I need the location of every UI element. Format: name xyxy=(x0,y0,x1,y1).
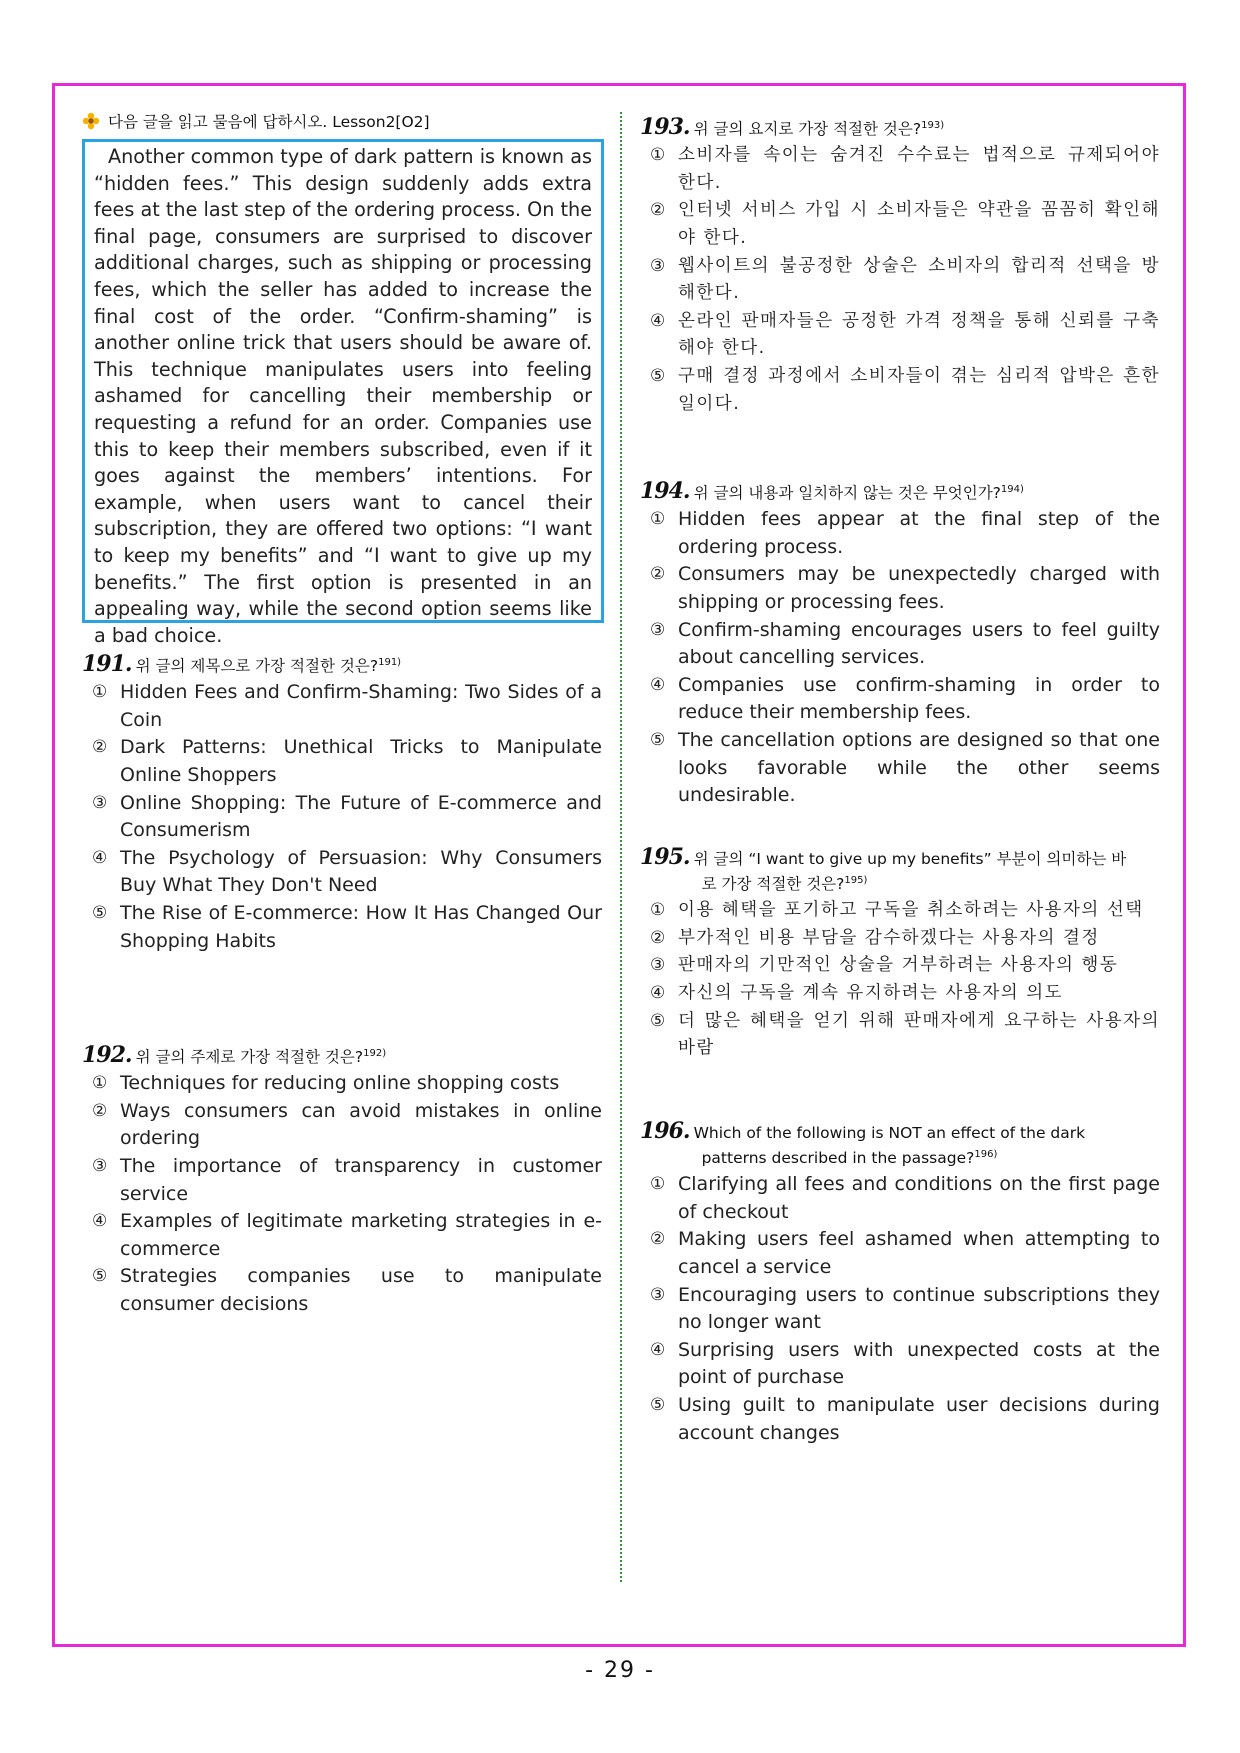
option-2[interactable]: ② Dark Patterns: Unethical Tricks to Manipulate Online Shoppers xyxy=(92,736,602,786)
option-5[interactable]: ⑤ Strategies companies use to manipulate consumer decisions xyxy=(92,1265,602,1315)
option-1[interactable]: ① 소비자를 속이는 숨겨진 수수료는 법적으로 규제되어야 한다. xyxy=(650,145,1160,193)
question-header xyxy=(640,479,1160,504)
option-5[interactable]: ⑤ The Rise of E-commerce: How It Has Changed Our Shopping Habits xyxy=(92,901,602,952)
option-4[interactable]: ④ Examples of legitimate marketing strategies in e-commerce xyxy=(92,1210,602,1260)
option-1[interactable]: ① Techniques for reducing online shopping costs xyxy=(92,1072,560,1095)
option-list xyxy=(640,506,1160,810)
flower-icon xyxy=(82,112,100,130)
option-list xyxy=(640,1171,1160,1447)
question-192 xyxy=(82,1043,602,1319)
option-3[interactable]: ③ 판매자의 기만적인 상술을 거부하려는 사용자의 행동 xyxy=(650,955,1119,976)
column-divider xyxy=(620,112,622,1582)
question-191 xyxy=(82,652,602,955)
question-number: 192. xyxy=(82,1042,132,1069)
passage-text: Another common type of dark pattern is known as “hidden fees.” This design suddenly adds extra fees at the last step of the ordering process. On the final page, consumers are surprised to discover additional charges, such as shipping or processing fees, which the seller has added to increase the final cost of the order. “Confirm-shaming” is another online trick that users should be aware of. This technique manipulates users into feeling ashamed for cancelling their membership or requesting a refund for an order. Companies use this to keep their members subscribed, even if it goes against the members’ intentions. For example, when users want to cancel their subscription, they are offered two options: “I want to keep my benefits” and “I want to give up my benefits.” The first option is presented in an appealing way, while the second option seems like a bad choice. xyxy=(94,145,592,647)
footnote-ref: 191) xyxy=(378,657,402,668)
question-header xyxy=(640,115,1160,140)
option-1[interactable]: ① Hidden fees appear at the final step of the ordering process. xyxy=(650,508,1160,558)
question-prompt: 위 글의 요지로 가장 적절한 것은?$^{193)}$ xyxy=(693,120,945,139)
option-3[interactable]: ③ The importance of transparency in customer service xyxy=(92,1154,602,1205)
question-196 xyxy=(640,1120,1160,1447)
question-prompt: 위 글의 내용과 일치하지 않는 것은 무엇인가?$^{194)}$ xyxy=(693,484,1024,503)
option-2[interactable]: ② Consumers may be unexpectedly charged with shipping or processing fees. xyxy=(650,563,1160,613)
option-1[interactable]: ① 이용 혜택을 포기하고 구독을 취소하려는 사용자의 선택 xyxy=(650,900,1144,921)
option-3[interactable]: ③ Online Shopping: The Future of E-commerce and Consumerism xyxy=(92,791,602,842)
option-1[interactable]: ① Hidden Fees and Confirm-Shaming: Two Sides of a Coin xyxy=(92,681,602,731)
option-5[interactable]: ⑤ 구매 결정 과정에서 소비자들이 겪는 심리적 압박은 흔한 일이다. xyxy=(650,365,1160,414)
option-list xyxy=(82,1070,602,1318)
option-2[interactable]: ② Ways consumers can avoid mistakes in online ordering xyxy=(92,1099,602,1150)
option-list xyxy=(82,679,602,955)
footnote-ref: 194) xyxy=(1000,484,1024,495)
question-number: 191. xyxy=(82,651,132,678)
footnote-ref: 193) xyxy=(921,120,945,131)
passage-box xyxy=(82,139,604,647)
option-4[interactable]: ④ The Psychology of Persuasion: Why Consumers Buy What They Don't Need xyxy=(92,846,602,897)
option-list xyxy=(640,142,1160,418)
option-5[interactable]: ⑤ 더 많은 혜택을 얻기 위해 판매자에게 요구하는 사용자의 바람 xyxy=(650,1010,1160,1059)
option-4[interactable]: ④ Companies use confirm-shaming in order to reduce their membership fees. xyxy=(650,673,1160,724)
instruction xyxy=(82,110,430,132)
option-3[interactable]: ③ Confirm-shaming encourages users to feel guilty about cancelling services. xyxy=(650,618,1160,669)
question-header xyxy=(82,652,602,677)
question-number: 195. xyxy=(640,844,690,870)
question-195 xyxy=(640,846,1160,1063)
option-4[interactable]: ④ 온라인 판매자들은 공정한 가격 정책을 통해 신뢰를 구축해야 한다. xyxy=(650,310,1160,359)
question-prompt: 위 글의 주제로 가장 적절한 것은?$^{192)}$ xyxy=(135,1048,387,1067)
question-prompt: 위 글의 제목으로 가장 적절한 것은?$^{191)}$ xyxy=(135,657,402,676)
footnote-ref: 195) xyxy=(844,875,868,886)
option-list xyxy=(640,897,1160,1063)
question-header xyxy=(82,1043,602,1068)
option-2[interactable]: ② 부가적인 비용 부담을 감수하겠다는 사용자의 결정 xyxy=(650,927,1100,948)
question-number: 196. xyxy=(640,1118,690,1144)
question-number: 194. xyxy=(640,478,690,505)
option-5[interactable]: ⑤ The cancellation options are designed so that one looks favorable while the other seems undesirable. xyxy=(650,728,1160,807)
option-1[interactable]: ① Clarifying all fees and conditions on the first page of checkout xyxy=(650,1173,1160,1223)
question-prompt: Which of the following is NOT an effect of the dark patterns described in the passage?$^{196)}$ xyxy=(693,1124,1086,1168)
option-2[interactable]: ② Making users feel ashamed when attempting to cancel a service xyxy=(650,1228,1160,1278)
option-3[interactable]: ③ Encouraging users to continue subscriptions they no longer want xyxy=(650,1283,1160,1334)
option-4[interactable]: ④ Surprising users with unexpected costs at the point of purchase xyxy=(650,1338,1160,1389)
option-2[interactable]: ② 인터넷 서비스 가입 시 소비자들은 약관을 꼼꼼히 확인해야 한다. xyxy=(650,200,1160,248)
question-194 xyxy=(640,479,1160,810)
question-header xyxy=(640,846,1160,895)
instruction-text: 다음 글을 읽고 물음에 답하시오. Lesson2[O2] xyxy=(108,113,430,131)
question-prompt: 위 글의 “I want to give up my benefits” 부분이 의미하는 바 로 가장 적절한 것은?$^{195)}$ xyxy=(693,850,1127,894)
option-4[interactable]: ④ 자신의 구독을 계속 유지하려는 사용자의 의도 xyxy=(650,982,1064,1003)
question-header xyxy=(640,1120,1160,1169)
footnote-ref: 196) xyxy=(974,1149,998,1160)
option-3[interactable]: ③ 웹사이트의 불공정한 상술은 소비자의 합리적 선택을 방해한다. xyxy=(650,255,1160,304)
option-5[interactable]: ⑤ Using guilt to manipulate user decisions during account changes xyxy=(650,1393,1160,1444)
page-number: - 29 - xyxy=(585,1658,655,1683)
question-number: 193. xyxy=(640,114,690,141)
footnote-ref: 192) xyxy=(363,1048,387,1059)
question-193 xyxy=(640,115,1160,418)
